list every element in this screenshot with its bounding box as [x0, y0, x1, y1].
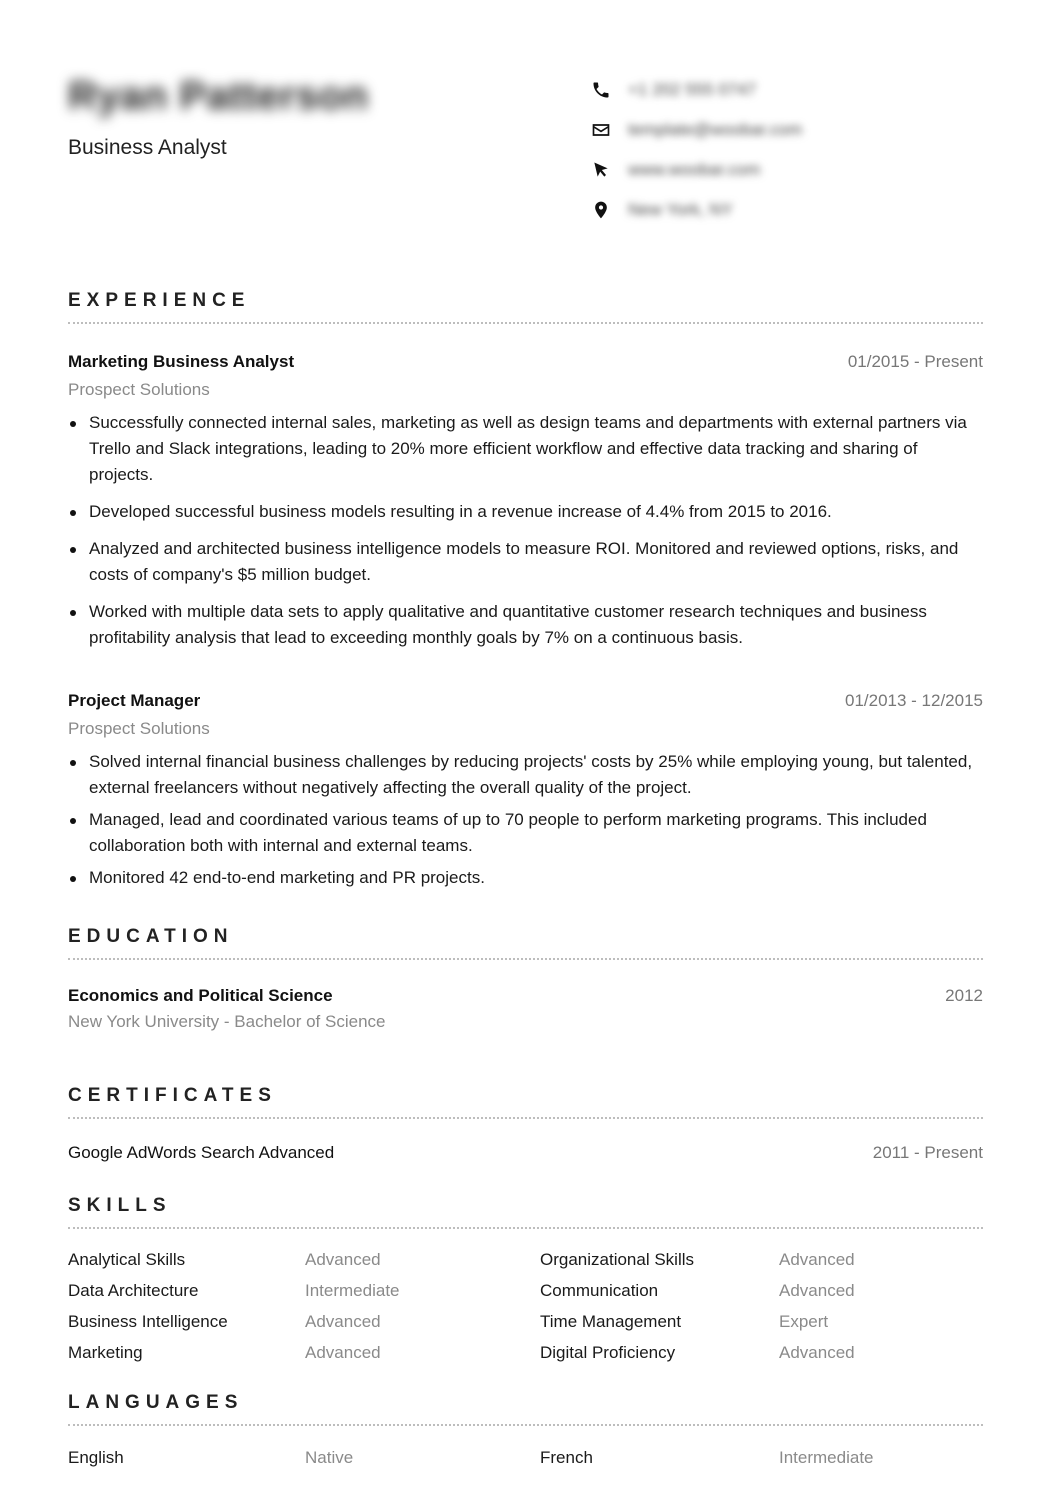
skill-level: Advanced [305, 1343, 381, 1362]
contact-list [590, 70, 990, 230]
skill-level: Advanced [779, 1250, 855, 1269]
phone-icon [590, 79, 612, 101]
certificate-dates: 2011 - Present [872, 1143, 983, 1162]
skill-name: Marketing [68, 1343, 143, 1362]
skill-name: Analytical Skills [68, 1250, 186, 1269]
section-title: EXPERIENCE [68, 290, 251, 311]
skills-section [68, 1195, 983, 1364]
skill-level: Advanced [779, 1281, 855, 1300]
job-role: Marketing Business Analyst [68, 352, 295, 371]
section-title: SKILLS [68, 1195, 172, 1216]
skill-level: Advanced [305, 1312, 381, 1331]
pointer-icon [590, 159, 612, 181]
degree-name: Economics and Political Science [68, 986, 333, 1005]
section-title: CERTIFICATES [68, 1085, 277, 1106]
contact-email [590, 110, 990, 150]
job-bullets [68, 749, 983, 891]
contact-website [590, 150, 990, 190]
list-item: Managed, lead and coordinated various teams of up to 70 people to perform marketing programs. This included collaboration both with internal and external teams. [68, 807, 983, 859]
education-section [68, 926, 983, 1032]
skill-name: Time Management [540, 1312, 682, 1331]
contact-location [590, 190, 990, 230]
skill-name: Digital Proficiency [540, 1343, 676, 1362]
education-entry [68, 986, 983, 1032]
section-divider [68, 958, 983, 960]
job-dates: 01/2013 - 12/2015 [844, 691, 983, 710]
job-entry [68, 691, 983, 891]
location-text: New York, NY [628, 200, 733, 219]
list-item: Worked with multiple data sets to apply qualitative and quantitative customer research techniques and business profitability analysis that lead to exceeding monthly goals by 7% on a continuous basis. [68, 599, 983, 651]
job-bullets [68, 410, 983, 651]
phone-text: +1 202 555 0747 [628, 80, 757, 99]
location-icon [590, 199, 612, 221]
language-name: French [540, 1448, 593, 1467]
list-item: Solved internal financial business challenges by reducing projects' costs by 25% while employing young, but talented, external freelancers without negatively affecting the overall quality of the project. [68, 749, 983, 801]
candidate-name: Ryan Patterson [68, 74, 369, 118]
skill-name: Business Intelligence [68, 1312, 228, 1331]
email-text: template@woobar.com [628, 120, 803, 139]
language-level: Intermediate [779, 1448, 874, 1467]
section-title: LANGUAGES [68, 1392, 244, 1413]
section-title: EDUCATION [68, 926, 234, 947]
job-company: Prospect Solutions [68, 719, 210, 738]
certificate-name: Google AdWords Search Advanced [68, 1143, 335, 1162]
section-divider [68, 322, 983, 324]
job-company: Prospect Solutions [68, 380, 210, 399]
email-icon [590, 119, 612, 141]
skill-level: Advanced [779, 1343, 855, 1362]
experience-section [68, 290, 983, 897]
list-item: Successfully connected internal sales, marketing as well as design teams and departments with external partners via Trello and Slack integrations, leading to 20% more efficient workflow and effective data tracking and sharing of projects. [68, 410, 983, 488]
skill-name: Data Architecture [68, 1281, 199, 1300]
skill-name: Communication [540, 1281, 659, 1300]
section-divider [68, 1424, 983, 1426]
skill-level: Advanced [305, 1250, 381, 1269]
skill-level: Expert [779, 1312, 829, 1331]
school-name: New York University - Bachelor of Science [68, 1012, 386, 1031]
list-item: Monitored 42 end-to-end marketing and PR projects. [68, 865, 983, 891]
language-name: English [68, 1448, 124, 1467]
certificates-section [68, 1085, 983, 1163]
job-dates: 01/2015 - Present [847, 352, 983, 371]
certificate-entry [68, 1143, 983, 1163]
list-item: Developed successful business models resulting in a revenue increase of 4.4% from 2015 to 2016. [68, 499, 983, 525]
list-item: Analyzed and architected business intelligence models to measure ROI. Monitored and reviewed options, risks, and costs of company's $5 million budget. [68, 536, 983, 588]
job-entry [68, 352, 983, 651]
languages-section [68, 1392, 983, 1469]
website-text: www.woobar.com [628, 160, 761, 179]
education-year: 2012 [945, 986, 983, 1005]
section-divider [68, 1117, 983, 1119]
language-level: Native [305, 1448, 354, 1467]
candidate-title: Business Analyst [68, 136, 227, 159]
skill-name: Organizational Skills [540, 1250, 695, 1269]
job-role: Project Manager [68, 691, 201, 710]
contact-phone [590, 70, 990, 110]
languages-grid [68, 1447, 983, 1469]
skills-grid [68, 1249, 983, 1364]
skill-level: Intermediate [305, 1281, 400, 1300]
section-divider [68, 1227, 983, 1229]
